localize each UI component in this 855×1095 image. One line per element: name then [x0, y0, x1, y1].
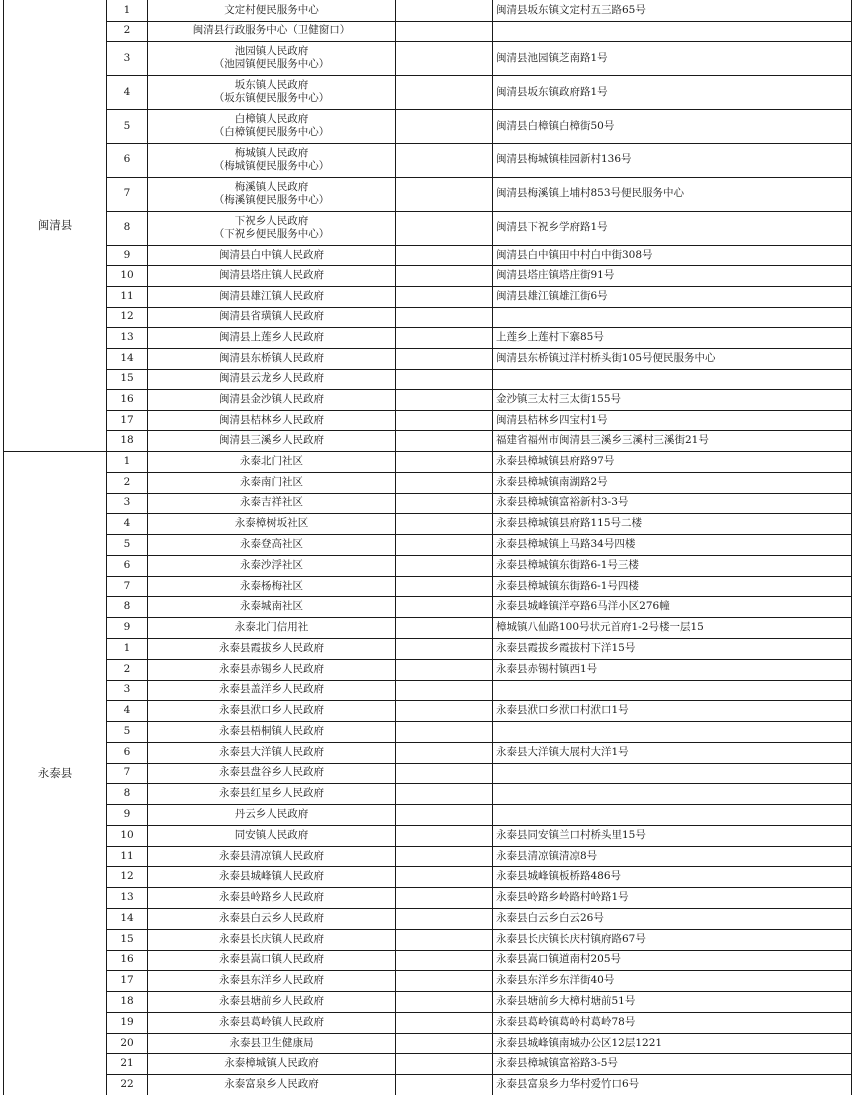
location-address: 闽清县塔庄镇塔庄街91号	[496, 269, 615, 282]
location-name-line: 永泰县嵩口镇人民政府	[219, 953, 324, 966]
location-address: 永泰县城峰镇南城办公区12层1221	[496, 1036, 663, 1049]
location-name-line: 池园镇人民政府	[234, 45, 309, 58]
location-name	[148, 534, 395, 555]
location-name-line: 永泰县葛岭镇人民政府	[219, 1015, 324, 1028]
location-address: 永泰县樟城镇县府路97号	[496, 454, 615, 467]
location-address	[493, 763, 851, 784]
location-name-line: （梅城镇便民服务中心）	[213, 159, 330, 172]
row-number: 1	[123, 3, 131, 16]
row-number: 12	[120, 310, 134, 323]
row-number: 4	[123, 704, 131, 717]
row-number: 6	[123, 558, 131, 571]
location-name-line: 永泰县赤锡乡人民政府	[219, 662, 324, 675]
location-address: 上莲乡上莲村下寨85号	[496, 331, 604, 344]
county-name: 永泰县	[37, 765, 73, 780]
location-name	[148, 1074, 395, 1095]
location-name-line: 白樟镇人民政府	[234, 113, 309, 126]
location-address: 永泰县洑口乡洑口村洑口1号	[496, 704, 629, 717]
location-address: 闽清县坂东镇政府路1号	[496, 85, 608, 98]
location-name-line: 丹云乡人民政府	[234, 808, 309, 821]
row-number: 14	[120, 351, 134, 364]
column-border	[851, 0, 852, 1095]
location-address: 永泰县清凉镇清凉8号	[496, 849, 598, 862]
location-address: 永泰县富泉乡力华村爱竹口6号	[496, 1078, 640, 1091]
row-number: 5	[123, 119, 131, 132]
location-address	[493, 783, 851, 804]
location-address: 永泰县白云乡白云26号	[496, 911, 604, 924]
location-name-line: 闽清县行政服务中心（卫健窗口）	[192, 24, 351, 37]
location-name	[148, 472, 395, 493]
column-border	[395, 0, 396, 1095]
location-name	[148, 596, 395, 617]
row-number: 16	[120, 392, 134, 405]
location-name-line: 闽清县雄江镇人民政府	[219, 289, 324, 302]
location-name-line: （池园镇便民服务中心）	[213, 58, 330, 71]
location-name	[148, 970, 395, 991]
location-name-line: 永泰县大洋镇人民政府	[219, 745, 324, 758]
location-name	[148, 700, 395, 721]
location-name-line: 永泰县岭路乡人民政府	[219, 891, 324, 904]
location-address	[493, 721, 851, 742]
location-name	[148, 327, 395, 348]
location-address: 永泰县樟城镇南湖路2号	[496, 475, 608, 488]
location-address	[493, 21, 851, 42]
location-name-line: （白樟镇便民服务中心）	[213, 126, 330, 139]
location-name-line: 永泰县霞拔乡人民政府	[219, 641, 324, 654]
location-name-line: 永泰北门社区	[240, 454, 303, 467]
location-name	[148, 265, 395, 286]
location-name-line: 永泰县清凉镇人民政府	[219, 849, 324, 862]
location-name	[148, 307, 395, 328]
location-name	[148, 451, 395, 472]
location-name	[148, 513, 395, 534]
location-name-line: 永泰县盖洋乡人民政府	[219, 683, 324, 696]
location-address: 永泰县樟城镇上马路34号四楼	[496, 537, 636, 550]
row-number: 2	[123, 662, 131, 675]
location-name	[148, 991, 395, 1012]
row-number: 22	[120, 1078, 134, 1091]
location-name	[148, 846, 395, 867]
location-name-line: 永泰吉祥社区	[240, 496, 303, 509]
location-name	[148, 783, 395, 804]
location-address: 永泰县赤锡村镇西1号	[496, 662, 598, 675]
location-address: 永泰县樟城镇富裕路3-5号	[496, 1057, 618, 1070]
location-name-line: 闽清县金沙镇人民政府	[219, 392, 324, 405]
location-name	[148, 177, 395, 211]
row-number: 18	[120, 995, 134, 1007]
row-number: 2	[123, 24, 131, 37]
location-name-line: 永泰杨梅社区	[240, 579, 303, 592]
row-number: 10	[120, 269, 134, 282]
location-address: 永泰县嵩口镇道南村205号	[496, 953, 622, 966]
row-number: 17	[120, 413, 134, 426]
location-name-line: 同安镇人民政府	[234, 828, 309, 841]
location-address: 闽清县雄江镇雄江街6号	[496, 289, 608, 302]
location-address: 永泰县樟城镇东街路6-1号三楼	[496, 558, 639, 571]
row-number: 4	[123, 517, 131, 530]
row-number: 8	[123, 600, 131, 613]
location-address: 樟城镇八仙路100号状元首府1-2号楼一层15	[496, 621, 704, 634]
location-name-line: 闽清县云龙乡人民政府	[219, 372, 324, 385]
location-name	[148, 21, 395, 42]
location-name-line: 永泰县卫生健康局	[229, 1036, 314, 1049]
location-address: 永泰县塘前乡大樟村塘前51号	[496, 995, 636, 1007]
row-number: 4	[123, 85, 131, 98]
row-number: 10	[120, 828, 134, 841]
row-number: 8	[123, 221, 131, 234]
row-number: 11	[120, 289, 134, 302]
row-number: 6	[123, 153, 131, 166]
location-name	[148, 1033, 395, 1054]
location-name-line: 闽清县白中镇人民政府	[219, 248, 324, 261]
county-name: 闽清县	[37, 218, 73, 232]
row-number: 15	[120, 372, 134, 385]
location-address: 永泰县岭路乡岭路村岭路1号	[496, 891, 629, 904]
location-name	[148, 1053, 395, 1074]
location-name-line: 闽清县上莲乡人民政府	[219, 331, 324, 344]
location-name	[148, 804, 395, 825]
location-name	[148, 929, 395, 950]
row-number: 20	[120, 1036, 134, 1049]
location-address: 闽清县桔林乡四宝村1号	[496, 413, 608, 426]
row-number: 18	[120, 434, 134, 447]
row-number: 9	[123, 248, 131, 261]
row-number: 1	[123, 641, 131, 654]
location-name-line: （下祝乡便民服务中心）	[213, 227, 330, 240]
location-name	[148, 908, 395, 929]
location-name-line: 永泰南门社区	[240, 475, 303, 488]
location-name	[148, 286, 395, 307]
location-name	[148, 143, 395, 177]
location-name	[148, 721, 395, 742]
location-name	[148, 825, 395, 846]
location-name	[148, 0, 395, 21]
location-address: 闽清县梅城镇桂园新村136号	[496, 153, 632, 166]
row-number: 6	[123, 745, 131, 758]
row-number: 7	[123, 187, 131, 200]
location-address	[493, 680, 851, 701]
row-number: 19	[120, 1015, 134, 1028]
row-number: 9	[123, 808, 131, 821]
location-address	[493, 804, 851, 825]
row-number: 5	[123, 724, 131, 737]
location-address	[493, 369, 851, 390]
row-number: 12	[120, 870, 134, 883]
location-address: 闽清县坂东镇文定村五三路65号	[496, 3, 646, 16]
location-name	[148, 742, 395, 763]
location-name-line: 永泰樟城镇人民政府	[224, 1057, 319, 1070]
location-name-line: 永泰县洑口乡人民政府	[219, 704, 324, 717]
location-name-line: 闽清县省璜镇人民政府	[219, 310, 324, 323]
location-name	[148, 638, 395, 659]
location-address: 永泰县樟城镇东街路6-1号四楼	[496, 579, 639, 592]
location-name	[148, 680, 395, 701]
row-number: 13	[120, 891, 134, 904]
location-name	[148, 245, 395, 266]
location-address: 永泰县大洋镇大展村大洋1号	[496, 745, 629, 758]
row-number: 17	[120, 974, 134, 987]
location-name-line: 下祝乡人民政府	[234, 214, 309, 227]
location-address: 闽清县梅溪镇上埔村853号便民服务中心	[496, 187, 685, 200]
location-address	[493, 307, 851, 328]
location-address: 永泰县城峰镇洋亭路6马洋小区276幢	[496, 600, 670, 613]
row-number: 3	[123, 51, 131, 64]
location-address: 永泰县东洋乡东洋街40号	[496, 974, 615, 987]
row-number: 9	[123, 621, 131, 634]
location-address: 永泰县长庆镇长庆村镇府路67号	[496, 932, 646, 945]
location-name-line: （梅溪镇便民服务中心）	[213, 193, 330, 206]
location-address: 永泰县霞拔乡霞拔村下洋15号	[496, 641, 636, 654]
location-name	[148, 211, 395, 245]
location-name	[148, 75, 395, 109]
location-address: 永泰县樟城镇富裕新村3-3号	[496, 496, 629, 509]
location-name	[148, 430, 395, 451]
location-name-line: 闽清县桔林乡人民政府	[219, 413, 324, 426]
row-number: 3	[123, 683, 131, 696]
location-name-line: 永泰县梧桐镇人民政府	[219, 724, 324, 737]
location-address: 永泰县葛岭镇葛岭村葛岭78号	[496, 1015, 636, 1028]
location-address: 永泰县同安镇兰口村桥头里15号	[496, 828, 646, 841]
location-name-line: 永泰县东洋乡人民政府	[219, 974, 324, 987]
location-name-line: 永泰县长庆镇人民政府	[219, 932, 324, 945]
row-number: 15	[120, 932, 134, 945]
row-number: 21	[120, 1057, 134, 1070]
row-number: 11	[120, 849, 134, 862]
location-name-line: 永泰北门信用社	[234, 621, 309, 634]
location-name	[148, 576, 395, 597]
location-name-line: 永泰樟树坂社区	[234, 517, 309, 530]
row-number: 2	[123, 475, 131, 488]
location-address: 永泰县城峰镇板桥路486号	[496, 870, 622, 883]
row-number: 5	[123, 537, 131, 550]
location-name-line: 梅城镇人民政府	[234, 146, 309, 159]
location-name-line: 永泰县塘前乡人民政府	[219, 995, 324, 1007]
location-name	[148, 887, 395, 908]
location-name-line: 闽清县塔庄镇人民政府	[219, 269, 324, 282]
location-address: 金沙镇三太村三太街155号	[496, 392, 622, 405]
location-name	[148, 866, 395, 887]
location-name-line: 永泰富泉乡人民政府	[224, 1078, 319, 1091]
location-name	[148, 1012, 395, 1033]
location-name	[148, 41, 395, 75]
location-name-line: 文定村便民服务中心	[224, 3, 319, 16]
location-name-line: 永泰县白云乡人民政府	[219, 911, 324, 924]
location-name-line: 梅溪镇人民政府	[234, 180, 309, 193]
row-number: 13	[120, 331, 134, 344]
location-address: 闽清县东桥镇过洋村桥头街105号便民服务中心	[496, 351, 716, 364]
location-name-line: 永泰县城峰镇人民政府	[219, 870, 324, 883]
location-name-line: 永泰县红星乡人民政府	[219, 787, 324, 800]
location-address: 闽清县下祝乡学府路1号	[496, 221, 608, 234]
row-number: 16	[120, 953, 134, 966]
location-name-line: 闽清县东桥镇人民政府	[219, 351, 324, 364]
location-name	[148, 950, 395, 971]
row-number: 3	[123, 496, 131, 509]
location-name	[148, 555, 395, 576]
location-name-line: 永泰县盘谷乡人民政府	[219, 766, 324, 779]
row-number: 7	[123, 766, 131, 779]
row-number: 7	[123, 579, 131, 592]
location-name	[148, 659, 395, 680]
location-name-line: 永泰登高社区	[240, 537, 303, 550]
location-address: 闽清县白樟镇白樟街50号	[496, 119, 615, 132]
location-name-line: 永泰城南社区	[240, 600, 303, 613]
location-name	[148, 348, 395, 369]
location-name	[148, 410, 395, 431]
location-name-line: 坂东镇人民政府	[234, 79, 309, 92]
location-name	[148, 389, 395, 410]
location-name	[148, 763, 395, 784]
location-name-line: （坂东镇便民服务中心）	[213, 92, 330, 105]
row-number: 14	[120, 911, 134, 924]
row-number: 1	[123, 454, 131, 467]
location-address: 闽清县池园镇芝南路1号	[496, 51, 608, 64]
location-name	[148, 617, 395, 638]
location-name-line: 闽清县三溪乡人民政府	[219, 434, 324, 447]
location-name	[148, 109, 395, 143]
location-name	[148, 369, 395, 390]
row-number: 8	[123, 787, 131, 800]
location-address: 福建省福州市闽清县三溪乡三溪村三溪街21号	[496, 434, 709, 447]
location-address: 永泰县樟城镇县府路115号二楼	[496, 517, 643, 530]
location-address: 闽清县白中镇田中村白中街308号	[496, 248, 653, 261]
location-name-line: 永泰沙浮社区	[240, 558, 303, 571]
location-name	[148, 493, 395, 514]
